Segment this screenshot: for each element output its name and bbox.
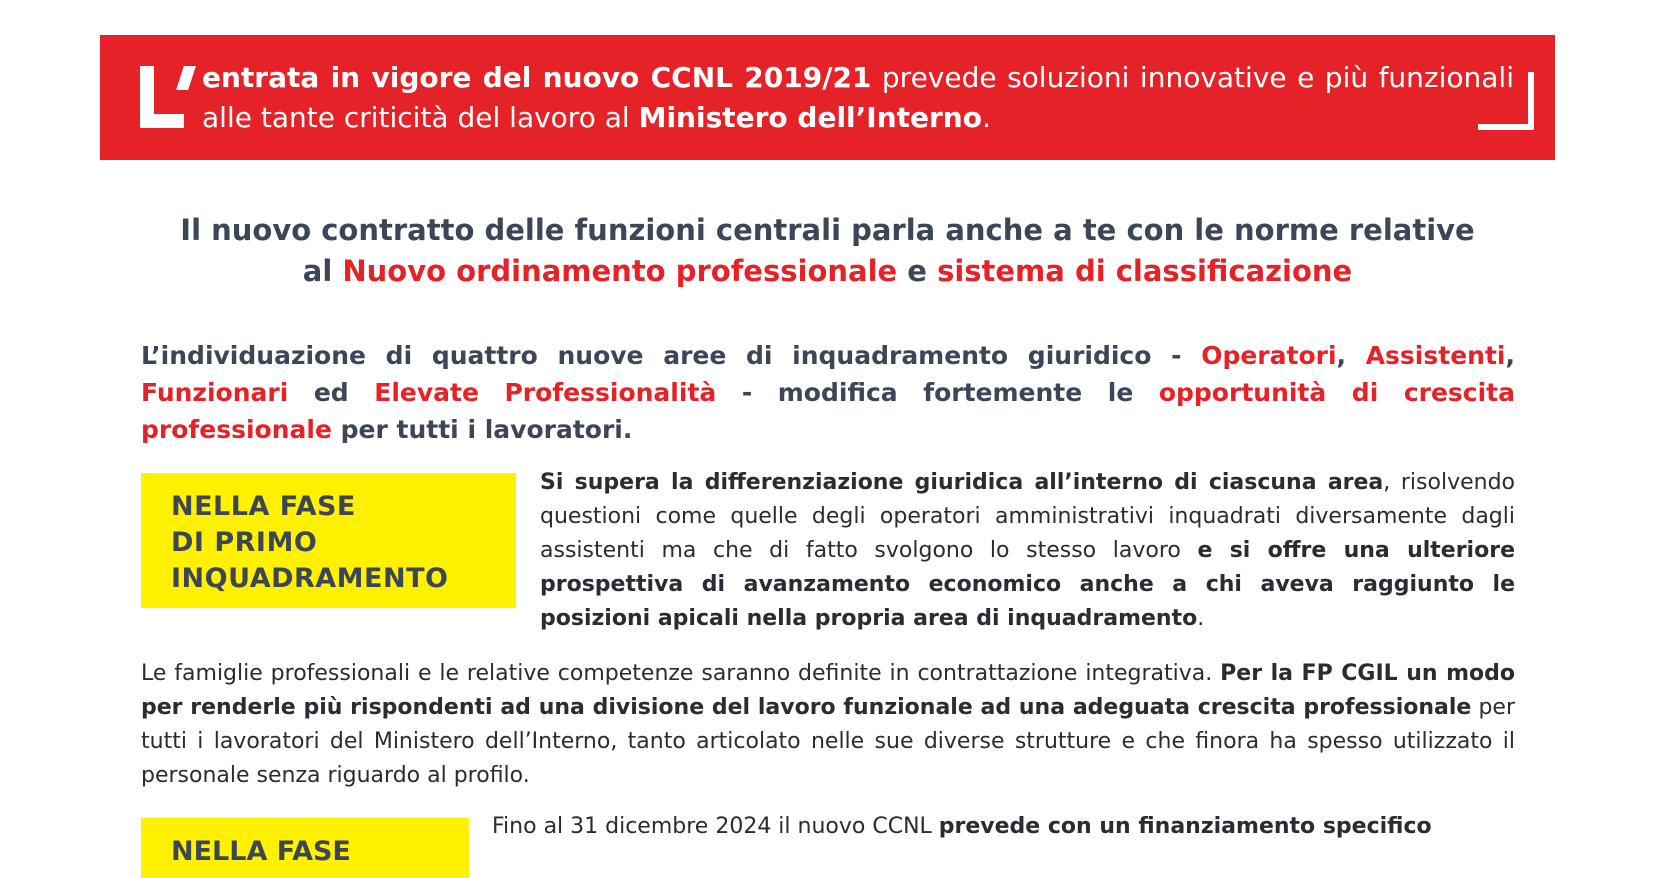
para1-text-1: , risolvendo questioni come quelle degli operatori amministrativi inquadrati diversamente dagli assistenti ma che di fatto svolgono lo stesso lavoro bbox=[540, 470, 1515, 563]
phase-box-2 bbox=[141, 818, 469, 878]
para2-text-2: per tutti i lavoratori del Ministero dell’Interno, tanto articolato nelle sue diverse strutture e che finora ha spesso utilizzato il personale senza riguardo al profilo. bbox=[141, 695, 1515, 788]
heading-line-2 bbox=[140, 251, 1515, 292]
paragraph-funding bbox=[492, 810, 1515, 844]
paragraph-first-classification bbox=[540, 466, 1515, 636]
intro-sep-3: ed bbox=[288, 378, 375, 407]
phase-box-1-line-3: INQUADRAMENTO bbox=[171, 563, 449, 594]
intro-sep-2: , bbox=[1505, 341, 1515, 370]
intro-paragraph bbox=[141, 337, 1515, 448]
para1-text-2: . bbox=[1197, 606, 1205, 631]
intro-funzionari: Funzionari bbox=[141, 378, 289, 407]
intro-text-1: L’individuazione di quattro nuove aree di inquadramento giuridico - bbox=[141, 341, 1202, 370]
para3-text: Fino al 31 dicembre 2024 il nuovo CCNL bbox=[492, 814, 939, 839]
heading-red-1: Nuovo ordinamento professionale bbox=[342, 254, 898, 288]
para3-bold: prevede con un finanziamento specifico bbox=[938, 814, 1432, 839]
banner-regular: prevede soluzioni innovative e più funzionali alle tante criticità del lavoro al bbox=[202, 61, 1514, 134]
para2-text-1: Le famiglie professionali e le relative competenze saranno definite in contrattazione integrativa. bbox=[141, 661, 1221, 686]
intro-text-2: - modifica fortemente le bbox=[716, 378, 1159, 407]
intro-assistenti: Assistenti bbox=[1365, 341, 1506, 370]
page-heading bbox=[140, 210, 1515, 292]
banner-period: . bbox=[981, 101, 991, 134]
phase-box-2-line-1: NELLA FASE bbox=[171, 836, 351, 867]
banner-bold: entrata in vigore del nuovo CCNL 2019/21 bbox=[202, 61, 872, 94]
intro-opportunita: opportunità di crescita professionale bbox=[141, 378, 1516, 444]
heading-pre: al bbox=[302, 254, 343, 288]
intro-elevate: Elevate Professionalità bbox=[374, 378, 717, 407]
phase-box-1 bbox=[141, 473, 516, 608]
para1-bold-2: e si offre una ulteriore prospettiva di avanzamento economico anche a chi aveva raggiunto le posizioni apicali nella propria area di inquadramento bbox=[540, 538, 1515, 631]
banner-text bbox=[202, 58, 1514, 138]
phase-box-1-line-1: NELLA FASE bbox=[171, 491, 356, 522]
para1-bold-1: Si supera la differenziazione giuridica all’interno di ciascuna area bbox=[540, 470, 1384, 495]
banner-ministry: Ministero dell’Interno bbox=[638, 101, 982, 134]
heading-line-1: Il nuovo contratto delle funzioni centrali parla anche a te con le norme relative bbox=[180, 213, 1475, 247]
heading-red-2: sistema di classificazione bbox=[937, 254, 1353, 288]
big-l-letter-icon bbox=[140, 66, 184, 128]
phase-box-1-line-2: DI PRIMO bbox=[171, 527, 318, 558]
intro-operatori: Operatori bbox=[1201, 341, 1337, 370]
intro-text-3: per tutti i lavoratori. bbox=[331, 415, 633, 444]
heading-mid: e bbox=[897, 254, 938, 288]
intro-sep-1: , bbox=[1336, 341, 1366, 370]
paragraph-professional-families bbox=[141, 657, 1515, 793]
para2-bold: Per la FP CGIL un modo per renderle più rispondenti ad una divisione del lavoro funzionale ad una adeguata crescita professionale bbox=[141, 661, 1515, 720]
